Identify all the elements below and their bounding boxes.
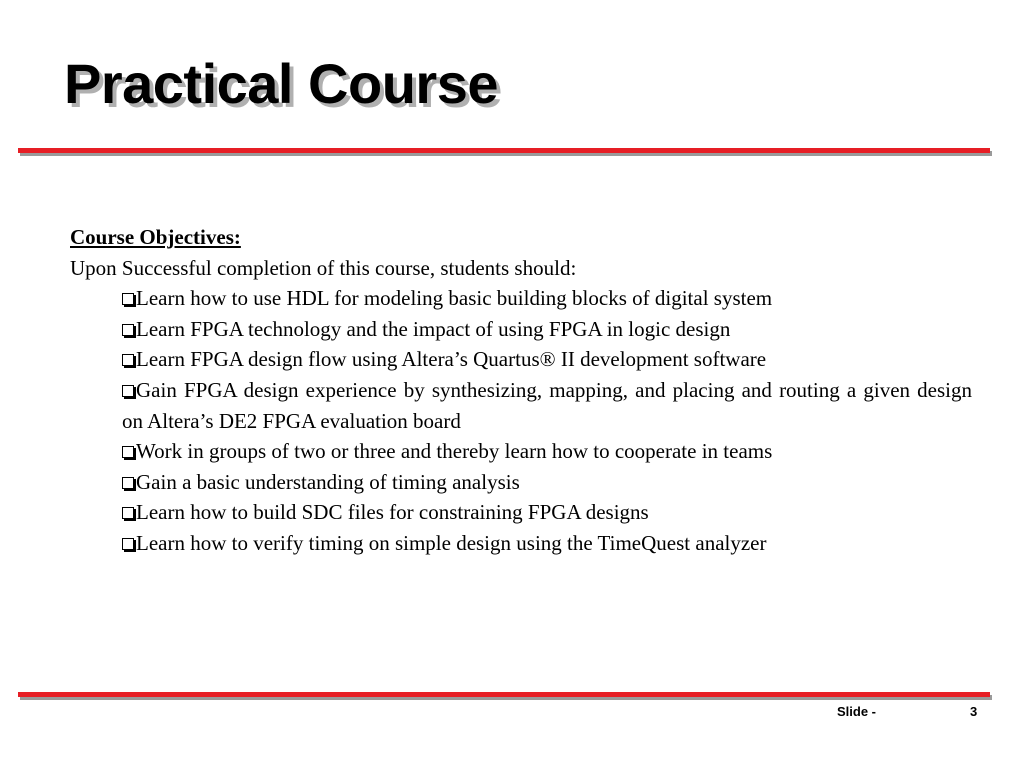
objective-text: Learn FPGA design flow using Altera’s Quartus® II development software <box>136 347 767 372</box>
objective-text: Learn how to use HDL for modeling basic building blocks of digital system <box>136 286 773 311</box>
objective-item <box>122 467 972 498</box>
objective-item <box>122 375 972 436</box>
objective-text: Gain a basic understanding of timing analysis <box>136 469 520 494</box>
objectives-list <box>70 283 972 558</box>
square-bullet-icon <box>122 324 134 336</box>
square-bullet-icon <box>122 446 134 458</box>
bottom-divider <box>18 692 990 697</box>
objectives-heading: Course Objectives: <box>70 225 241 249</box>
objective-text: Learn how to verify timing on simple design using the TimeQuest analyzer <box>136 530 767 555</box>
slide-number: 3 <box>970 704 978 719</box>
slide-number-label: Slide - <box>837 704 877 719</box>
objective-text: Work in groups of two or three and thereby learn how to cooperate in teams <box>136 439 773 464</box>
objective-text: Learn FPGA technology and the impact of using FPGA in logic design <box>136 316 731 341</box>
square-bullet-icon <box>122 507 134 519</box>
objective-item <box>122 436 972 467</box>
square-bullet-icon <box>122 385 134 397</box>
objective-item <box>122 528 972 559</box>
square-bullet-icon <box>122 538 134 550</box>
slide-title: Practical Course <box>64 52 498 115</box>
square-bullet-icon <box>122 293 134 305</box>
objectives-intro: Upon Successful completion of this course, students should: <box>70 255 577 280</box>
objective-item <box>122 344 972 375</box>
objective-item <box>122 314 972 345</box>
objective-text: Learn how to build SDC files for constraining FPGA designs <box>136 500 649 525</box>
objective-text: Gain FPGA design experience by synthesizing, mapping, and placing and routing a given design on Altera’s DE2 FPGA evaluation board <box>122 377 972 433</box>
top-divider <box>18 148 990 153</box>
square-bullet-icon <box>122 477 134 489</box>
slide-body <box>70 222 972 559</box>
objective-item <box>122 497 972 528</box>
objective-item <box>122 283 972 314</box>
square-bullet-icon <box>122 354 134 366</box>
